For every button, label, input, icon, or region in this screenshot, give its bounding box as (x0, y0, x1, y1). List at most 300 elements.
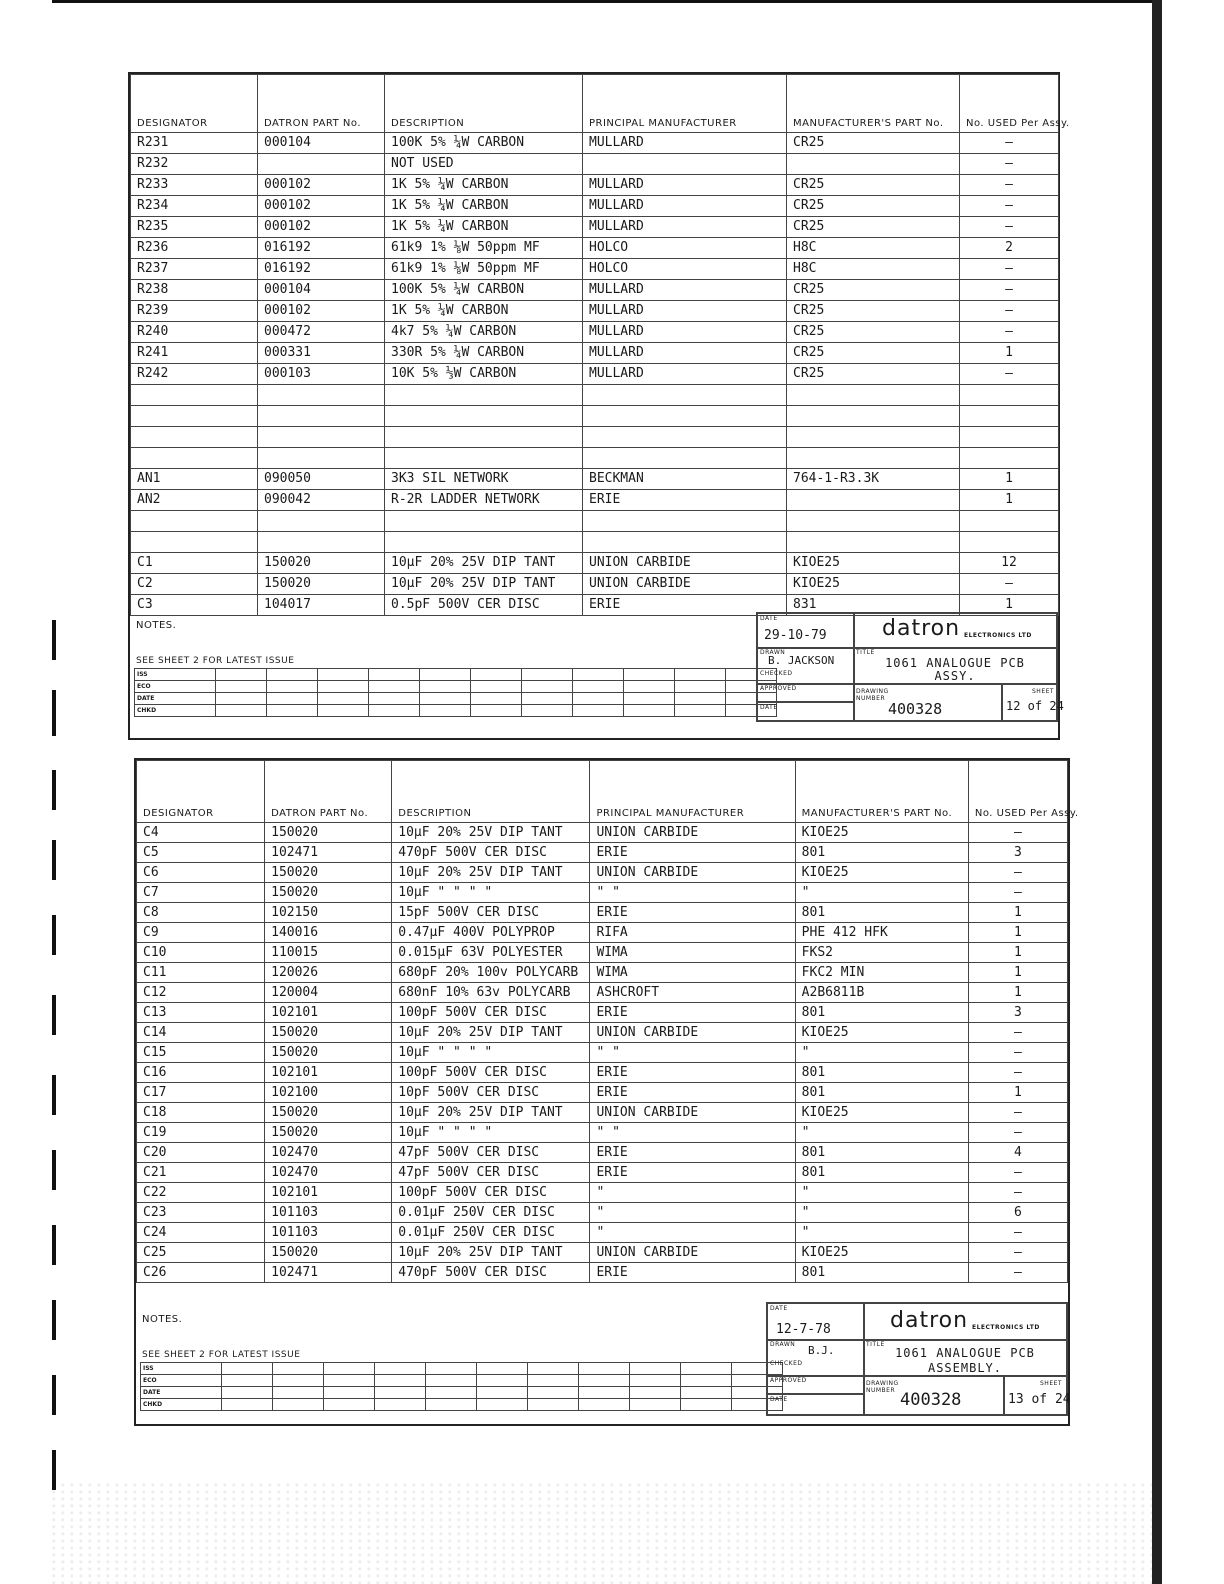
designator-cell: C10 (137, 943, 265, 963)
notes-label: NOTES. (136, 620, 177, 631)
quantity-cell: — (960, 259, 1059, 280)
manufacturer-part-cell: " (795, 883, 968, 903)
quantity-cell: — (968, 883, 1067, 903)
tb-sheet-label: SHEET (1032, 688, 1055, 695)
table-row (137, 1003, 1068, 1023)
table-row (131, 511, 1059, 532)
table-row (131, 553, 1059, 574)
header-designator: DESIGNATOR (137, 761, 265, 823)
quantity-cell: 1 (960, 595, 1059, 616)
quantity-cell: — (960, 364, 1059, 385)
quantity-cell: — (968, 1163, 1067, 1183)
tb-checked-label: CHECKED (760, 670, 793, 677)
datron-part-cell: 000104 (258, 133, 385, 154)
manufacturer-cell (583, 385, 787, 406)
tb-sheet-value: 12 of 24 (1006, 699, 1064, 713)
rev-label-iss: ISS (135, 669, 216, 681)
manufacturer-cell: ERIE (590, 1263, 795, 1283)
datron-part-cell: 016192 (258, 238, 385, 259)
table-row (131, 574, 1059, 595)
manufacturer-cell: UNION CARBIDE (583, 574, 787, 595)
table-row (137, 1203, 1068, 1223)
manufacturer-cell: MULLARD (583, 301, 787, 322)
designator-cell: C25 (137, 1243, 265, 1263)
manufacturer-cell: UNION CARBIDE (590, 863, 795, 883)
description-cell: 100pF 500V CER DISC (392, 1183, 590, 1203)
description-cell: 100K 5% ¼W CARBON (385, 280, 583, 301)
description-cell: 0.015µF 63V POLYESTER (392, 943, 590, 963)
manufacturer-part-cell: KIOE25 (795, 1023, 968, 1043)
manufacturer-part-cell: 801 (795, 843, 968, 863)
manufacturer-part-cell: CR25 (787, 133, 960, 154)
quantity-cell: — (960, 574, 1059, 595)
description-cell: 15pF 500V CER DISC (392, 903, 590, 923)
designator-cell: AN1 (131, 469, 258, 490)
designator-cell: R236 (131, 238, 258, 259)
quantity-cell: — (968, 1243, 1067, 1263)
description-cell: 10µF " " " " (392, 1123, 590, 1143)
manufacturer-part-cell: PHE 412 HFK (795, 923, 968, 943)
tb-drawn-label: DRAWN (770, 1341, 796, 1348)
tb-approved-label: APPROVED (760, 685, 797, 692)
quantity-cell: 1 (968, 963, 1067, 983)
manufacturer-part-cell: CR25 (787, 280, 960, 301)
designator-cell: C16 (137, 1063, 265, 1083)
manufacturer-part-cell (787, 448, 960, 469)
tb-date-cell (767, 1303, 865, 1341)
header-no-used: No. USED Per Assy. (960, 75, 1059, 133)
quantity-cell: — (968, 1123, 1067, 1143)
manufacturer-cell: " " (590, 1043, 795, 1063)
rev-label-eco: ECO (135, 681, 216, 693)
quantity-cell (960, 448, 1059, 469)
manufacturer-cell: MULLARD (583, 196, 787, 217)
description-cell: 1K 5% ¼W CARBON (385, 301, 583, 322)
manufacturer-part-cell: KIOE25 (795, 863, 968, 883)
table-row (137, 823, 1068, 843)
manufacturer-cell: HOLCO (583, 259, 787, 280)
manufacturer-cell (583, 511, 787, 532)
manufacturer-cell (583, 154, 787, 175)
latest-issue-note: SEE SHEET 2 FOR LATEST ISSUE (142, 1350, 301, 1360)
scan-edge-right (1152, 0, 1162, 1584)
table-row (131, 343, 1059, 364)
rev-label-chkd: CHKD (135, 705, 216, 717)
designator-cell: C7 (137, 883, 265, 903)
datron-part-cell: 000472 (258, 322, 385, 343)
table-row (131, 406, 1059, 427)
title-block (756, 612, 1064, 722)
manufacturer-part-cell (787, 532, 960, 553)
designator-cell: C24 (137, 1223, 265, 1243)
tb-drawn-value: B.J. (808, 1344, 835, 1357)
datron-part-cell: 104017 (258, 595, 385, 616)
tb-sheet-cell (1001, 683, 1064, 721)
quantity-cell (960, 385, 1059, 406)
datron-part-cell: 000102 (258, 217, 385, 238)
manufacturer-part-cell: 801 (795, 1063, 968, 1083)
description-cell: 1K 5% ¼W CARBON (385, 196, 583, 217)
table-row (137, 903, 1068, 923)
datron-logo: datron (890, 1308, 969, 1333)
datron-part-cell: 102101 (265, 1063, 392, 1083)
quantity-cell: 12 (960, 553, 1059, 574)
manufacturer-part-cell: CR25 (787, 364, 960, 385)
tb-logo-cell (853, 613, 1057, 649)
tb-date2-label: DATE (760, 704, 778, 711)
description-cell: 10µF 20% 25V DIP TANT (392, 863, 590, 883)
datron-logo: datron (882, 616, 961, 641)
rev-label-iss: ISS (141, 1363, 222, 1375)
description-cell (385, 385, 583, 406)
rev-label-eco: ECO (141, 1375, 222, 1387)
tb-drawn-cell (757, 647, 855, 685)
quantity-cell: — (968, 1263, 1067, 1283)
designator-cell: R240 (131, 322, 258, 343)
quantity-cell: 1 (968, 1083, 1067, 1103)
datron-part-cell: 090050 (258, 469, 385, 490)
description-cell: 680nF 10% 63v POLYCARB (392, 983, 590, 1003)
scan-noise (52, 1480, 1152, 1584)
quantity-cell: 3 (968, 843, 1067, 863)
datron-part-cell (258, 385, 385, 406)
datron-part-cell (258, 448, 385, 469)
manufacturer-part-cell: KIOE25 (787, 574, 960, 595)
quantity-cell: — (968, 1063, 1067, 1083)
tb-approved-cell (757, 683, 855, 703)
description-cell: 100pF 500V CER DISC (392, 1063, 590, 1083)
manufacturer-part-cell: " (795, 1183, 968, 1203)
designator-cell: C8 (137, 903, 265, 923)
header-manufacturers-part: MANUFACTURER'S PART No. (795, 761, 968, 823)
tb-date2-label: DATE (770, 1396, 788, 1403)
tb-drawing-number-cell (853, 683, 1003, 721)
table-row (131, 301, 1059, 322)
tb-drawn-value: B. JACKSON (768, 654, 835, 667)
table-row (131, 133, 1059, 154)
tb-title-line2: ASSY. (934, 669, 976, 683)
table-row (131, 196, 1059, 217)
designator-cell: C6 (137, 863, 265, 883)
description-cell (385, 448, 583, 469)
datron-part-cell: 000104 (258, 280, 385, 301)
datron-part-cell: 000102 (258, 301, 385, 322)
manufacturer-part-cell: " (795, 1203, 968, 1223)
description-cell: 10µF " " " " (392, 883, 590, 903)
manufacturer-part-cell: CR25 (787, 175, 960, 196)
datron-part-cell: 102470 (265, 1163, 392, 1183)
manufacturer-cell: " (590, 1223, 795, 1243)
table-row (137, 863, 1068, 883)
scan-edge-top (52, 0, 1162, 3)
description-cell (385, 532, 583, 553)
manufacturer-part-cell: 831 (787, 595, 960, 616)
manufacturer-cell: UNION CARBIDE (590, 1103, 795, 1123)
parts-table-sheet-12 (130, 74, 1070, 616)
table-row (137, 1143, 1068, 1163)
manufacturer-cell: " (590, 1183, 795, 1203)
datron-part-cell: 102101 (265, 1003, 392, 1023)
manufacturer-part-cell: CR25 (787, 196, 960, 217)
designator-cell: C12 (137, 983, 265, 1003)
quantity-cell: 1 (968, 923, 1067, 943)
designator-cell: C9 (137, 923, 265, 943)
datron-part-cell: 150020 (265, 1243, 392, 1263)
rev-label-date: DATE (141, 1387, 222, 1399)
logo-subtitle: ELECTRONICS LTD (972, 1324, 1040, 1331)
manufacturer-part-cell: 801 (795, 903, 968, 923)
table-row (137, 963, 1068, 983)
parts-table-sheet-13 (136, 760, 1079, 1283)
description-cell: 0.01µF 250V CER DISC (392, 1203, 590, 1223)
designator-cell: R232 (131, 154, 258, 175)
description-cell: 10µF 20% 25V DIP TANT (392, 823, 590, 843)
manufacturer-cell: UNION CARBIDE (590, 1243, 795, 1263)
manufacturer-cell: UNION CARBIDE (590, 823, 795, 843)
table-row (137, 1063, 1068, 1083)
designator-cell (131, 385, 258, 406)
designator-cell: C18 (137, 1103, 265, 1123)
quantity-cell: 1 (960, 490, 1059, 511)
description-cell: 47pF 500V CER DISC (392, 1163, 590, 1183)
table-row (131, 532, 1059, 553)
description-cell: R-2R LADDER NETWORK (385, 490, 583, 511)
description-cell: 100K 5% ¼W CARBON (385, 133, 583, 154)
manufacturer-cell (583, 427, 787, 448)
quantity-cell: — (968, 823, 1067, 843)
header-designator: DESIGNATOR (131, 75, 258, 133)
quantity-cell: — (960, 217, 1059, 238)
datron-part-cell (258, 154, 385, 175)
tb-title-label: TITLE (856, 649, 875, 656)
description-cell: 61k9 1% ⅛W 50ppm MF (385, 259, 583, 280)
description-cell: 10µF " " " " (392, 1043, 590, 1063)
quantity-cell: — (960, 196, 1059, 217)
datron-part-cell: 120004 (265, 983, 392, 1003)
latest-issue-note: SEE SHEET 2 FOR LATEST ISSUE (136, 656, 295, 666)
designator-cell: R238 (131, 280, 258, 301)
designator-cell: R233 (131, 175, 258, 196)
datron-part-cell: 102471 (265, 1263, 392, 1283)
header-datron-part: DATRON PART No. (258, 75, 385, 133)
designator-cell: C23 (137, 1203, 265, 1223)
manufacturer-part-cell (787, 490, 960, 511)
designator-cell: C5 (137, 843, 265, 863)
datron-part-cell: 000102 (258, 175, 385, 196)
manufacturer-part-cell: H8C (787, 238, 960, 259)
manufacturer-cell: ERIE (590, 903, 795, 923)
table-row (137, 1103, 1068, 1123)
manufacturer-cell (583, 406, 787, 427)
quantity-cell: — (968, 863, 1067, 883)
revision-grid (140, 1362, 783, 1411)
datron-part-cell: 000102 (258, 196, 385, 217)
description-cell: 47pF 500V CER DISC (392, 1143, 590, 1163)
quantity-cell: — (968, 1223, 1067, 1243)
table-row (137, 983, 1068, 1003)
manufacturer-part-cell: FKC2 MIN (795, 963, 968, 983)
tb-title-line2: ASSEMBLY. (927, 1361, 1003, 1375)
tb-date-cell (757, 613, 855, 649)
datron-part-cell: 150020 (265, 883, 392, 903)
notes-label: NOTES. (142, 1314, 183, 1325)
quantity-cell: — (968, 1023, 1067, 1043)
manufacturer-part-cell: 801 (795, 1003, 968, 1023)
designator-cell: C1 (131, 553, 258, 574)
quantity-cell: 1 (968, 903, 1067, 923)
tb-title-line1: 1061 ANALOGUE PCB (895, 1346, 1035, 1360)
description-cell: 100pF 500V CER DISC (392, 1003, 590, 1023)
logo-subtitle: ELECTRONICS LTD (964, 632, 1032, 639)
designator-cell: C19 (137, 1123, 265, 1143)
description-cell: 10µF 20% 25V DIP TANT (392, 1243, 590, 1263)
description-cell: 10µF 20% 25V DIP TANT (392, 1023, 590, 1043)
table-row (137, 1163, 1068, 1183)
designator-cell: C14 (137, 1023, 265, 1043)
description-cell: 0.01µF 250V CER DISC (392, 1223, 590, 1243)
tb-approved-label: APPROVED (770, 1377, 807, 1384)
designator-cell (131, 511, 258, 532)
header-description: DESCRIPTION (392, 761, 590, 823)
description-cell: 10µF 20% 25V DIP TANT (385, 553, 583, 574)
header-manufacturers-part: MANUFACTURER'S PART No. (787, 75, 960, 133)
manufacturer-part-cell: CR25 (787, 217, 960, 238)
table-row (131, 469, 1059, 490)
datron-part-cell: 102150 (265, 903, 392, 923)
table-row (131, 322, 1059, 343)
manufacturer-cell: MULLARD (583, 322, 787, 343)
description-cell: NOT USED (385, 154, 583, 175)
manufacturer-cell: MULLARD (583, 280, 787, 301)
description-cell: 10µF 20% 25V DIP TANT (385, 574, 583, 595)
tb-date-label: DATE (760, 615, 778, 622)
manufacturer-part-cell (787, 511, 960, 532)
manufacturer-cell: MULLARD (583, 364, 787, 385)
manufacturer-part-cell (787, 385, 960, 406)
parts-rows-sheet-12 (131, 133, 1059, 616)
quantity-cell: 4 (968, 1143, 1067, 1163)
quantity-cell: — (960, 280, 1059, 301)
datron-part-cell: 016192 (258, 259, 385, 280)
header-principal-manufacturer: PRINCIPAL MANUFACTURER (590, 761, 795, 823)
table-row (137, 843, 1068, 863)
tb-drawing-number-value: 400328 (900, 1390, 962, 1410)
table-row (137, 1183, 1068, 1203)
description-cell (385, 427, 583, 448)
datron-part-cell: 150020 (265, 1023, 392, 1043)
quantity-cell: 1 (968, 983, 1067, 1003)
description-cell: 4k7 5% ¼W CARBON (385, 322, 583, 343)
table-row (137, 883, 1068, 903)
datron-part-cell (258, 406, 385, 427)
tb-drawing-number-value: 400328 (888, 700, 943, 718)
designator-cell: R237 (131, 259, 258, 280)
manufacturer-part-cell: 801 (795, 1263, 968, 1283)
manufacturer-part-cell: 801 (795, 1143, 968, 1163)
datron-part-cell: 150020 (265, 863, 392, 883)
designator-cell: C22 (137, 1183, 265, 1203)
table-row (137, 1263, 1068, 1283)
manufacturer-cell: MULLARD (583, 217, 787, 238)
quantity-cell: — (960, 154, 1059, 175)
tb-sheet-value: 13 of 24 (1008, 1392, 1071, 1407)
manufacturer-part-cell: KIOE25 (795, 1243, 968, 1263)
quantity-cell: 1 (960, 469, 1059, 490)
designator-cell: AN2 (131, 490, 258, 511)
datron-part-cell: 150020 (265, 1043, 392, 1063)
header-description: DESCRIPTION (385, 75, 583, 133)
description-cell: 3K3 SIL NETWORK (385, 469, 583, 490)
tb-date2-cell (767, 1393, 865, 1415)
designator-cell: R242 (131, 364, 258, 385)
manufacturer-cell: ERIE (583, 490, 787, 511)
manufacturer-cell: MULLARD (583, 133, 787, 154)
datron-part-cell: 150020 (258, 574, 385, 595)
datron-part-cell: 102470 (265, 1143, 392, 1163)
manufacturer-part-cell: KIOE25 (795, 1103, 968, 1123)
quantity-cell: 2 (960, 238, 1059, 259)
tb-date-value: 29-10-79 (764, 628, 827, 643)
quantity-cell: — (968, 1103, 1067, 1123)
description-cell: 470pF 500V CER DISC (392, 843, 590, 863)
manufacturer-cell: RIFA (590, 923, 795, 943)
manufacturer-part-cell: " (795, 1123, 968, 1143)
tb-approved-cell (767, 1375, 865, 1395)
header-principal-manufacturer: PRINCIPAL MANUFACTURER (583, 75, 787, 133)
description-cell: 1K 5% ¼W CARBON (385, 175, 583, 196)
description-cell: 61k9 1% ⅛W 50ppm MF (385, 238, 583, 259)
tb-sheet-cell (1003, 1375, 1071, 1415)
manufacturer-cell: " (590, 1203, 795, 1223)
manufacturer-cell: UNION CARBIDE (590, 1023, 795, 1043)
parts-list-sheet-13 (134, 758, 1079, 1426)
tb-date-value: 12-7-78 (776, 1322, 831, 1337)
description-cell: 680pF 20% 100v POLYCARB (392, 963, 590, 983)
manufacturer-cell: ERIE (590, 843, 795, 863)
quantity-cell (960, 532, 1059, 553)
quantity-cell (960, 511, 1059, 532)
revision-grid (134, 668, 777, 717)
datron-part-cell (258, 532, 385, 553)
table-row (137, 943, 1068, 963)
quantity-cell: — (960, 322, 1059, 343)
title-block (766, 1302, 1071, 1416)
tb-drawn-cell (767, 1339, 865, 1377)
designator-cell: R234 (131, 196, 258, 217)
designator-cell: C20 (137, 1143, 265, 1163)
datron-part-cell (258, 427, 385, 448)
manufacturer-part-cell (787, 406, 960, 427)
manufacturer-part-cell: KIOE25 (787, 553, 960, 574)
tb-title-label: TITLE (866, 1341, 885, 1348)
designator-cell: R239 (131, 301, 258, 322)
rev-label-date: DATE (135, 693, 216, 705)
quantity-cell: 1 (960, 343, 1059, 364)
description-cell: 10µF 20% 25V DIP TANT (392, 1103, 590, 1123)
designator-cell: C26 (137, 1263, 265, 1283)
parts-list-sheet-12 (128, 72, 1070, 740)
binder-hole-marks (48, 0, 62, 1584)
table-row (137, 1123, 1068, 1143)
datron-part-cell: 102471 (265, 843, 392, 863)
table-row (137, 1223, 1068, 1243)
datron-part-cell: 150020 (265, 1103, 392, 1123)
manufacturer-part-cell (787, 427, 960, 448)
manufacturer-part-cell: KIOE25 (795, 823, 968, 843)
manufacturer-cell: WIMA (590, 963, 795, 983)
table-row (137, 1243, 1068, 1263)
designator-cell: C15 (137, 1043, 265, 1063)
